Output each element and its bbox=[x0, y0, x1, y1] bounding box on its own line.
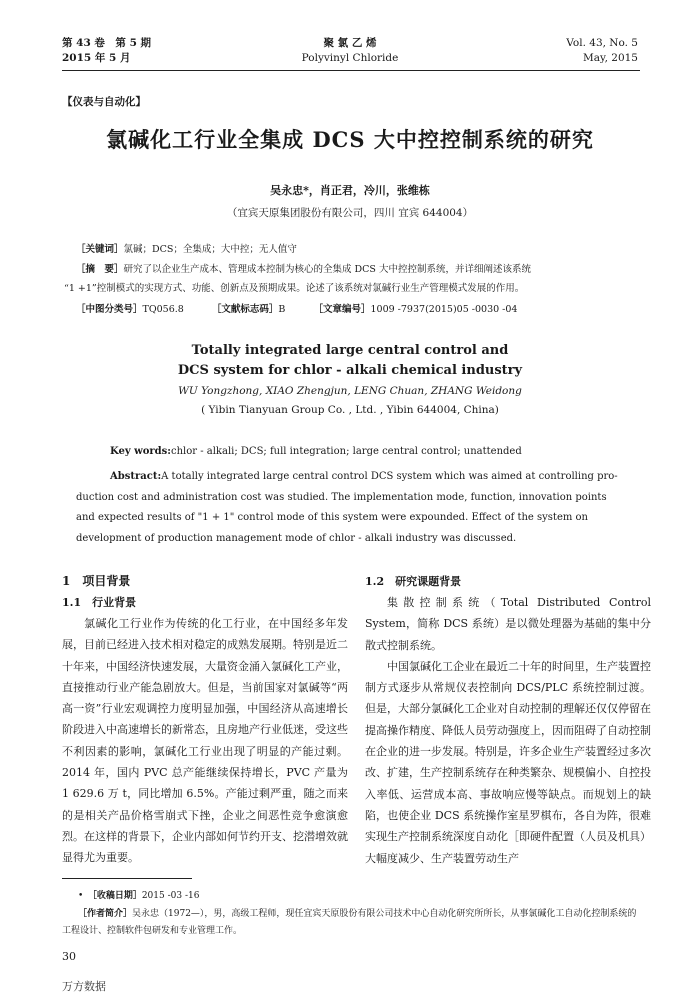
abstract-en-line1: A totally integrated large central control DCS system which was aimed at controlling pro- bbox=[161, 471, 618, 482]
issue-en: Vol. 43, No. 5 bbox=[566, 37, 638, 49]
abstract-en-line3: and expected results of "1 + 1" control mode of this system were expounded. Effect of the system on bbox=[76, 512, 588, 523]
paragraph-dcs-definition: 集散控制系统（Total Distributed Control System，简称 DCS 系统）是以微处理器为基础的集中分散式控制系统。 bbox=[365, 596, 651, 652]
section-tag: 【仪表与自动化】 bbox=[62, 96, 146, 108]
paragraph-research-background: 中国氯碱化工企业在最近二十年的时间里，生产装置控制方式逐步从常规仪表控制向 DCS/PLC 系统控制过渡。但是，大部分氯碱化工企业对自动控制的理解还仅仅停留在提高操作精度、降低人员劳动强度上，因而阻碍了自动控制在企业的进一步发展。特别是，许多企业生产装置经过多次改、扩建，生产控制系统存在种类繁杂、规模偏小、自控投入率低、运营成本高、事故响应慢等缺点。而规划上的缺陷，也使企业 DCS 系统操作室星罗棋布，各自为阵，很难实现生产控制系统深度自动化［即硬件配置（人员及机具）大幅度减少、生产装置劳动生产 bbox=[365, 659, 651, 865]
page-number: 30 bbox=[62, 950, 76, 963]
doc-code-label: ［文献标志码］ bbox=[211, 304, 279, 315]
title-en-line2: DCS system for chlor - alkali chemical industry bbox=[177, 363, 523, 378]
title-cn: 氯碱化工行业全集成 DCS 大中控控制系统的研究 bbox=[106, 127, 594, 152]
abstract-en-line2: duction cost and administration cost was studied. The implementation mode, function, innovation points bbox=[76, 491, 607, 503]
authors-cn: 吴永忠*，肖正君，冷川，张维栋 bbox=[270, 184, 430, 197]
clc-value: TQ056.8 bbox=[142, 304, 184, 315]
footnote-rule bbox=[62, 878, 192, 879]
classification bbox=[76, 300, 640, 319]
body-right-column bbox=[365, 571, 651, 869]
footnote-received bbox=[78, 888, 656, 905]
abstract-en-label: Abstract: bbox=[110, 471, 162, 482]
abstract-en bbox=[76, 467, 640, 549]
body-left-column bbox=[62, 571, 348, 869]
keywords-cn bbox=[76, 240, 640, 259]
affiliation-en: ( Yibin Tianyuan Group Co. , Ltd. , Yibin 644004, China) bbox=[201, 404, 499, 416]
received-date: 2015 -03 -16 bbox=[141, 891, 200, 901]
clc-label: ［中图分类号］ bbox=[76, 304, 143, 315]
heading-1: 1 项目背景 bbox=[62, 574, 131, 588]
doc-code-value: B bbox=[278, 304, 286, 315]
authors-en: WU Yongzhong, XIAO Zhengjun, LENG Chuan, ZHANG Weidong bbox=[178, 385, 522, 397]
heading-1-1: 1.1 行业背景 bbox=[62, 596, 137, 609]
heading-1-2: 1.2 研究课题背景 bbox=[365, 575, 462, 588]
footnote-bullet: • bbox=[78, 891, 93, 901]
abstract-cn bbox=[64, 260, 640, 298]
article-no-label: ［文章编号］ bbox=[313, 304, 371, 315]
footnote-author-bio bbox=[62, 906, 640, 940]
header-issue-en bbox=[566, 36, 638, 66]
title-en bbox=[0, 341, 700, 381]
bio-label: ［作者简介］ bbox=[78, 909, 133, 919]
article-no-value: 1009 -7937(2015)05 -0030 -04 bbox=[370, 304, 518, 315]
keywords-cn-text: 氯碱；DCS；全集成；大中控；无人值守 bbox=[123, 244, 297, 255]
abstract-cn-line2: “1 +1”控制模式的实现方式、功能、创新点及预期成果。论述了该系统对氯碱行业生产管理模式发展的作用。 bbox=[64, 283, 525, 294]
date-en: May, 2015 bbox=[583, 52, 638, 64]
title-en-line1: Totally integrated large central control and bbox=[191, 343, 509, 358]
received-label: ［收稿日期］ bbox=[92, 891, 142, 901]
watermark: 万方数据 bbox=[62, 980, 106, 993]
affiliation-cn: （宜宾天原集团股份有限公司，四川 宜宾 644004） bbox=[226, 207, 474, 219]
header-rule bbox=[62, 70, 640, 71]
issue-cn: 第 43 卷 第 5 期 bbox=[62, 37, 152, 49]
journal-cn: 聚 氯 乙 烯 bbox=[323, 37, 377, 49]
bio-text: 吴永忠（1972—），男，高级工程师，现任宜宾天原股份有限公司技术中心自动化研究所所长，从事氯碱化工自动化控制系统的工程设计、控制软件包研发和专业管理工作。 bbox=[62, 909, 637, 936]
abstract-en-line4: development of production management mode of chlor - alkali industry was discussed. bbox=[76, 532, 517, 544]
journal-en: Polyvinyl Chloride bbox=[301, 52, 399, 64]
keywords-en bbox=[110, 446, 640, 457]
keywords-en-text: chlor - alkali; DCS; full integration; large central control; unattended bbox=[171, 446, 522, 457]
date-cn: 2015 年 5 月 bbox=[62, 52, 131, 64]
abstract-cn-line1: 研究了以企业生产成本、管理成本控制为核心的全集成 DCS 大中控控制系统，并详细阐述该系统 bbox=[123, 264, 531, 275]
paragraph-industry-background: 氯碱化工行业作为传统的化工行业，在中国经多年发展，目前已经进入技术相对稳定的成熟发展期。特别是近二十年来，中国经济快速发展，大量资金涌入氯碱化工产业，直接推动行业产能急剧放大。但是，当前国家对氯碱等“两高一资”行业宏观调控力度明显加强，中国经济从高速增长阶段进入中高速增长的新常态，且房地产行业低迷，受这些不利因素的影响，氯碱化工行业出现了明显的产能过剩。2014 年，国内 PVC 总产能继续保持增长，PVC 产量为 1 629.6 万 t，同比增加 6.5%。产能过剩严重，随之而来的是相关产品价格雪崩式下挫，企业之间恶性竞争愈演愈烈。在这样的背景下，企业内部如何节约开支、挖潜增效就显得尤为重要。 bbox=[62, 617, 348, 865]
keywords-cn-label: ［关键词］ bbox=[76, 244, 124, 255]
keywords-en-label: Key words: bbox=[110, 446, 171, 457]
abstract-cn-label: ［摘 要］ bbox=[76, 264, 124, 275]
